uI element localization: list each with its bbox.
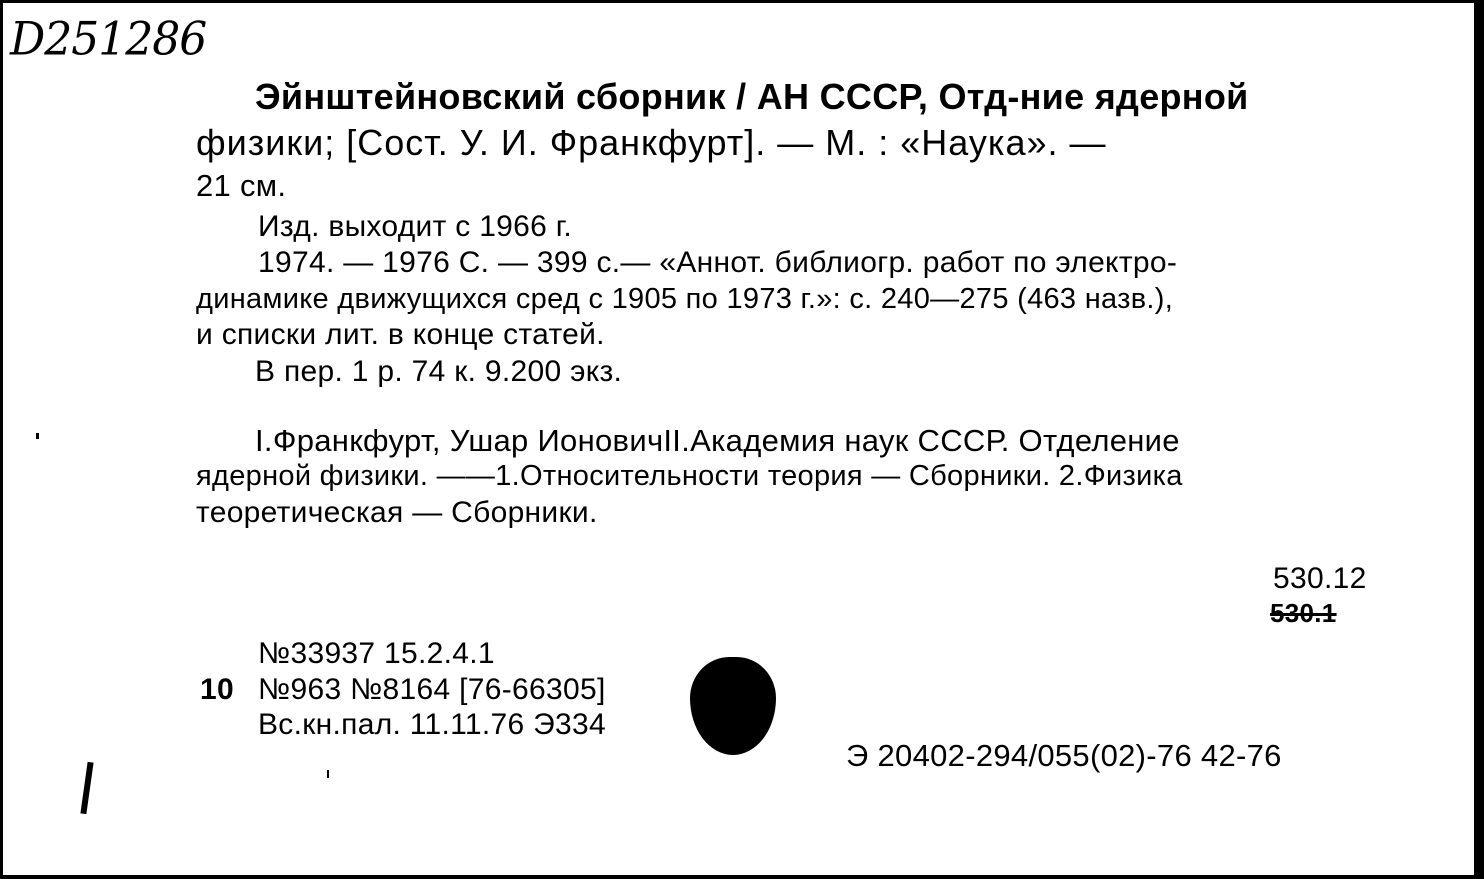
handwritten-mark xyxy=(80,762,93,814)
handwritten-call-number: D251286 xyxy=(10,12,207,67)
ink-stamp-blot xyxy=(690,657,776,755)
registry-line-1: №33937 15.2.4.1 xyxy=(258,637,495,670)
card-edge-left xyxy=(0,0,3,879)
note-price: В пер. 1 р. 74 к. 9.200 экз. xyxy=(255,355,623,388)
card-edge-bottom xyxy=(0,875,1484,879)
registry-line-2: №963 №8164 [76-66305] xyxy=(258,673,606,706)
card-edge-top xyxy=(0,0,1484,3)
note-publication-start: Изд. выходит с 1966 г. xyxy=(258,210,572,243)
note-volume-line-1: 1974. — 1976 С. — 399 с.— «Аннот. библиогр. работ по электро- xyxy=(258,246,1178,279)
note-volume-line-2: динамике движущихся сред с 1905 по 1973 г.»: с. 240—275 (463 назв.), xyxy=(196,283,1174,315)
title-line-2: физики; [Сост. У. И. Франкфурт]. — М. : «Наука». — xyxy=(196,122,1107,163)
title-line-3: 21 см. xyxy=(196,168,287,203)
classification-number-struck: 530.1 xyxy=(1270,598,1337,628)
index-code: Э 20402-294/055(02)-76 42-76 xyxy=(846,738,1282,773)
title-line-1: Эйнштейновский сборник / АН СССР, Отд-ние ядерной xyxy=(255,76,1249,117)
registry-prefix: 10 xyxy=(200,673,234,706)
registry-line-3: Вс.кн.пал. 11.11.76 Э334 xyxy=(258,708,606,741)
speck-mark xyxy=(36,433,39,439)
tracing-line-1: I.Франкфурт, Ушар ИоновичII.Академия наук СССР. Отделение xyxy=(255,423,1180,458)
note-volume-line-3: и списки лит. в конце статей. xyxy=(196,318,605,351)
tracing-line-3: теоретическая — Сборники. xyxy=(196,496,598,529)
classification-number: 530.12 xyxy=(1273,562,1367,595)
speck-mark xyxy=(327,770,329,778)
tracing-line-2: ядерной физики. ——1.Относительности теория — Сборники. 2.Физика xyxy=(196,460,1183,492)
card-edge-right xyxy=(1474,0,1484,879)
